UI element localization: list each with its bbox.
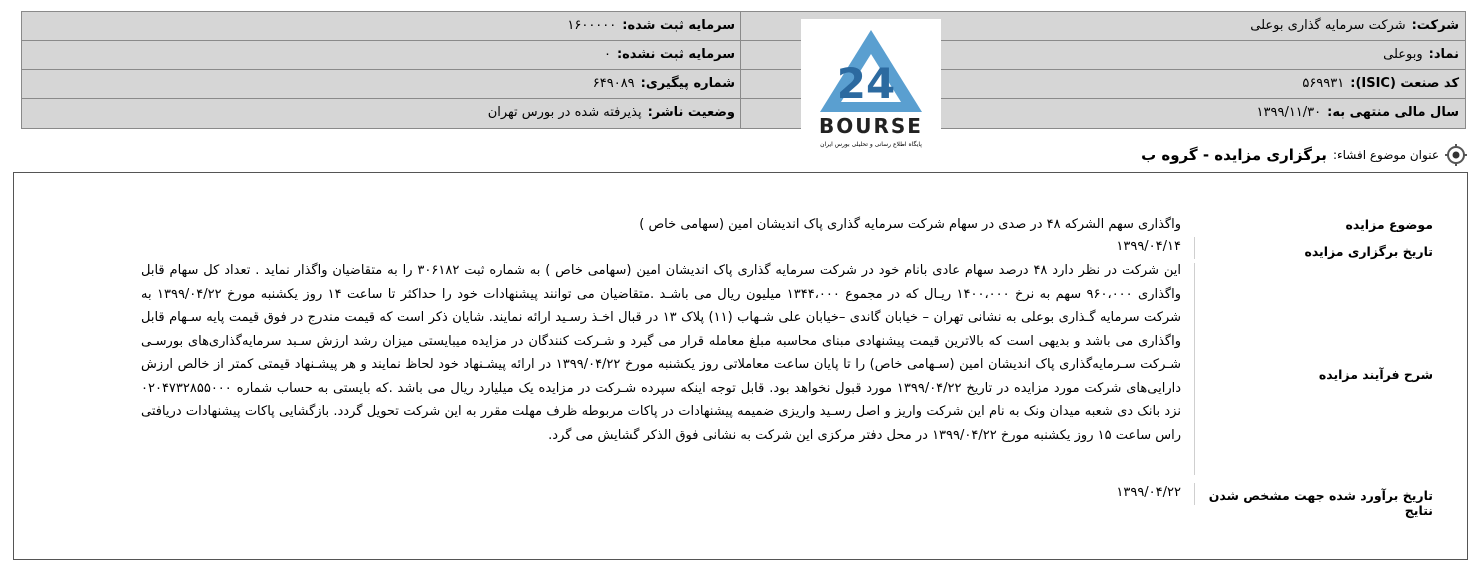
details-panel bbox=[13, 172, 1468, 560]
publisher-status-cell bbox=[488, 99, 735, 127]
logo-wordmark: BOURSE bbox=[819, 114, 923, 138]
reg-capital-cell bbox=[567, 12, 735, 40]
disclosure-title bbox=[1141, 144, 1467, 166]
separator bbox=[1194, 263, 1195, 475]
publisher-status-value: پذیرفته شده در بورس تهران bbox=[487, 105, 642, 120]
subject-label: موضوع مزایده bbox=[1345, 217, 1433, 232]
reg-capital-value: ۱۶۰۰۰۰۰ bbox=[567, 18, 617, 33]
header-row bbox=[22, 41, 1465, 70]
symbol-cell bbox=[1383, 41, 1459, 69]
bourse24-logo-image bbox=[802, 20, 940, 154]
process-value: این شرکت در نظر دارد ۴۸ درصد سهام عادی بانام خود در شرکت سرمایه گذاری پاک اندیشان امین (سهامی خاص ) به شماره ثبت ۳۰۶۱۸۲ را به متقاضیان واگذار نماید . تعداد کل سهام قابل واگذاری ۹۶۰،۰۰۰ سهم به نرخ ۱۴۰۰،۰۰۰ ریـال که در مجموع ۱۳۴۴،۰۰۰ میلیون ریال می باشـد .متقاضیان می توانند پیشنهادات خود را حداکثر تا ساعت ۱۴ روز یکشنبه مورخ ۱۳۹۹/۰۴/۲۲ به شرکت سرمایه گـذاری بوعلی به نشانی تهران – خیابان گاندی –خیابان علی شـهاب (۱۱) پلاک ۱۳ در قبال اخـذ رسـید ارائه نمایند. شایان ذکر است که قیمت مندرج در فوق قیمت پایه سـهام قابل واگذاری می باشد و بدیهی است که بالاترین قیمت پیشنهادی مبنای محاسبه مبلغ معامله قرار می گیرد و شـرکت کنندگان در مزایده میبایستی میزان رشد ارزش سـبد سرمایه‌گذاری‌های بورسـی شـرکت سـرمایه‌گذاری پاک اندیشان امین (سـهامی خاص) را تا پایان ساعت معاملاتی روز یکشنبه مورخ ۱۳۹۹/۰۴/۲۲ در ارائه پیشـنهاد خود لحاظ نمایند و هر پیشـنهاد قیمتی کمتر از خالص ارزش دارایی‌های شرکت مورد مزایده در تاریخ ۱۳۹۹/۰۴/۲۲ مورد قبول نخواهد بود. قابل توجه اینکه سپرده شـرکت در مزایده یک میلیارد ریال می باشد .که بایستی به حساب شماره ۰۲۰۴۷۳۲۸۵۵۰۰۰ نزد بانک دی شعبه میدان ونک به نام این شرکت واریز و اصل رسـید واریزی ضمیمه پیشنهادات در پاکات مربوطه ظرف مهلت مقرر به این شرکت تحویل گردد. بازگشایی پاکات پیشنهادات دریافتی راس ساعت ۱۵ روز یکشنبه مورخ ۱۳۹۹/۰۴/۲۲ در محل دفتر مرکزی این شرکت به نشانی فوق الذکر گشایش می گرد. bbox=[141, 263, 1182, 443]
unreg-capital-cell bbox=[604, 41, 735, 69]
header-row bbox=[22, 12, 1465, 41]
logo-number: 24 bbox=[836, 59, 896, 108]
header-row bbox=[22, 70, 1465, 99]
subject-value: واگذاری سهم الشرکه ۴۸ در صدی در سهام شرکت سرمایه گذاری پاک اندیشان امین (سهامی خاص ) bbox=[639, 217, 1181, 232]
result-date-value: ۱۳۹۹/۰۴/۲۲ bbox=[1116, 485, 1181, 500]
header-table bbox=[21, 11, 1466, 129]
separator bbox=[1194, 483, 1195, 505]
title-value: برگزاری مزایده - گروه ب bbox=[1141, 146, 1327, 164]
fiscal-value: ۱۳۹۹/۱۱/۳۰ bbox=[1256, 105, 1322, 120]
unreg-capital-label: سرمایه ثبت نشده: bbox=[616, 47, 735, 62]
date-label: تاریخ برگزاری مزایده bbox=[1304, 244, 1433, 259]
bourse24-logo bbox=[801, 19, 941, 155]
tracking-label: شماره پیگیری: bbox=[640, 76, 735, 91]
fiscal-label: سال مالی منتهی به: bbox=[1327, 105, 1459, 120]
tracking-value: ۶۴۹۰۸۹ bbox=[592, 76, 635, 91]
fiscal-cell bbox=[1257, 99, 1459, 127]
symbol-value: وبوعلی bbox=[1383, 47, 1423, 62]
isic-value: ۵۶۹۹۳۱ bbox=[1302, 76, 1345, 91]
company-cell bbox=[1250, 12, 1459, 40]
title-label: عنوان موضوع افشاء: bbox=[1332, 148, 1439, 162]
publisher-status-label: وضعیت ناشر: bbox=[647, 105, 735, 120]
header-row bbox=[22, 99, 1465, 128]
target-icon bbox=[1445, 144, 1467, 166]
company-label: شرکت: bbox=[1411, 18, 1459, 33]
date-value: ۱۳۹۹/۰۴/۱۴ bbox=[1116, 239, 1181, 254]
logo-subtext: پایگاه اطلاع رسانی و تحلیلی بورس ایران bbox=[820, 141, 922, 148]
process-label: شرح فرآیند مزایده bbox=[1318, 367, 1433, 382]
isic-label: کد صنعت (ISIC): bbox=[1350, 76, 1459, 91]
result-date-label: تاریخ برآورد شده جهت مشخص شدن نتایج bbox=[1208, 488, 1433, 518]
unreg-capital-value: ۰ bbox=[603, 47, 611, 62]
symbol-label: نماد: bbox=[1428, 47, 1459, 62]
tracking-cell bbox=[593, 70, 735, 98]
header-divider bbox=[740, 12, 741, 128]
reg-capital-label: سرمایه ثبت شده: bbox=[622, 18, 735, 33]
company-value: شرکت سرمایه گذاری بوعلی bbox=[1250, 18, 1406, 33]
separator bbox=[1194, 237, 1195, 259]
isic-cell bbox=[1302, 70, 1459, 98]
